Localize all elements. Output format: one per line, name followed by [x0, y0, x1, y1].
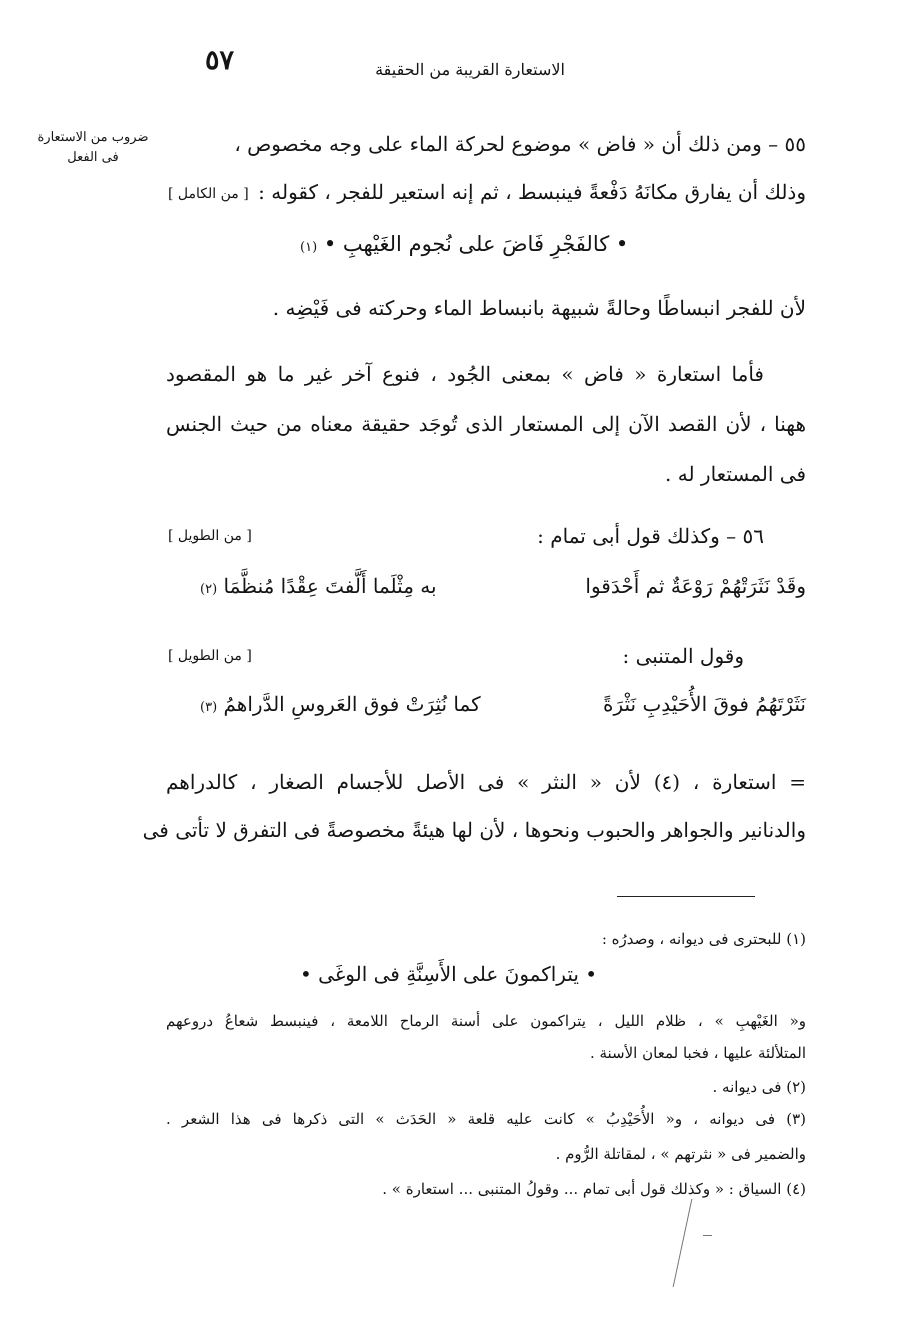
footnote-1-intro: (١) للبحترى فى ديوانه ، وصدرُه :: [601, 930, 806, 948]
footnote-1-gloss-line-2: المتلألئة عليها ، فخبا لمعان الأسنة .: [589, 1044, 806, 1062]
footnote-ref-1: (١): [300, 240, 318, 255]
paragraph-3-line-1: = استعارة ، (٤) لأن « النثر » فى الأصل للأجسام الصغار ، كالدراهم: [166, 770, 806, 794]
margin-note: ضروب من الاستعارة فى الفعل: [37, 130, 149, 165]
meter-label-kamil: [ من الكامل ]: [168, 186, 249, 202]
mutanabbi-verse-first-hemistich: نَثَرْتَهُمُ فوقَ الأُحَيْدِبِ نَثْرَةً: [602, 692, 806, 716]
running-title: الاستعارة القريبة من الحقيقة: [375, 60, 565, 79]
footnote-1-verse: • يتراكمونَ على الأَسِنَّةِ فى الوغَى •: [300, 962, 598, 986]
footnote-3-line-1: (٣) فى ديوانه ، و« الأُحَيْدِبُ » كانت عليه قلعة « الحَدَث » التى ذكرها فى هذا الشعر .: [166, 1110, 806, 1128]
scan-artifact-stroke: [673, 1199, 693, 1287]
mutanabbi-verse-second-text: كما نُثِرَتْ فوق العَروسِ الدَّراهمُ: [223, 692, 481, 716]
paragraph-2-line-2: ههنا ، لأن القصد الآن إلى المستعار الذى تُوجَد حقيقة معناه من حيث الجنس: [166, 412, 806, 436]
footnote-ref-3: (٣): [200, 700, 218, 715]
verse-55: [300, 232, 628, 256]
footnote-separator: [617, 896, 755, 897]
mutanabbi-intro: وقول المتنبى :: [622, 644, 744, 668]
footnote-2: (٢) فى ديوانه .: [712, 1078, 806, 1096]
meter-label-tawil-2: [ من الطويل ]: [168, 648, 252, 664]
paragraph-55-line-2: وذلك أن يفارق مكانَهُ دَفْعةً فينبسط ، ثم إنه استعير للفجر ، كقوله :: [258, 180, 806, 204]
footnote-ref-2: (٢): [200, 582, 218, 597]
paragraph-55-line-3: لأن للفجر انبساطًا وحالةً شبيهة بانبساط الماء وحركته فى فَيْضِه .: [272, 296, 806, 320]
scan-artifact-dash: [703, 1235, 712, 1236]
verse-56-first-hemistich: وقَدْ نَثَرَتْهُمْ رَوْعَةٌ ثم أَحْدَقوا: [585, 574, 806, 598]
mutanabbi-verse-second-hemistich: [200, 692, 481, 716]
verse-56-second-hemistich: [200, 574, 437, 598]
paragraph-55-line-1: ٥٥ – ومن ذلك أن « فاض » موضوع لحركة الماء على وجه مخصوص ،: [234, 132, 806, 156]
meter-label-tawil-1: [ من الطويل ]: [168, 528, 252, 544]
verse-55-text: • كالفَجْرِ فَاضَ على نُجوم الغَيْهبِ •: [323, 232, 629, 256]
footnote-4: (٤) السياق : « وكذلك قول أبى تمام ... وقولُ المتنبى ... استعارة » .: [382, 1180, 806, 1198]
footnote-1-gloss-line-1: و« الغَيْهبِ » ، ظلام الليل ، يتراكمون على أسنة الرماح اللامعة ، فينبسط شعاعُ دروعهم: [166, 1012, 806, 1030]
verse-56-second-text: به مِثْلَما أَلَّفتَ عِقْدًا مُنظَّمَا: [223, 574, 437, 598]
paragraph-2-line-3: فى المستعار له .: [665, 462, 806, 486]
page-number: ٥٧: [205, 45, 235, 76]
paragraph-2-line-1: فأما استعارة « فاض » بمعنى الجُود ، فنوع آخر غير ما هو المقصود: [166, 362, 764, 386]
footnote-3-line-2: والضمير فى « نثرتهم » ، لمقاتلة الرُّوم .: [555, 1145, 806, 1163]
paragraph-56-intro: ٥٦ – وكذلك قول أبى تمام :: [537, 524, 764, 548]
paragraph-3-line-2: والدنانير والجواهر والحبوب ونحوها ، لأن لها هيئةً مخصوصةً فى التفرق لا تأتى فى: [142, 818, 806, 842]
